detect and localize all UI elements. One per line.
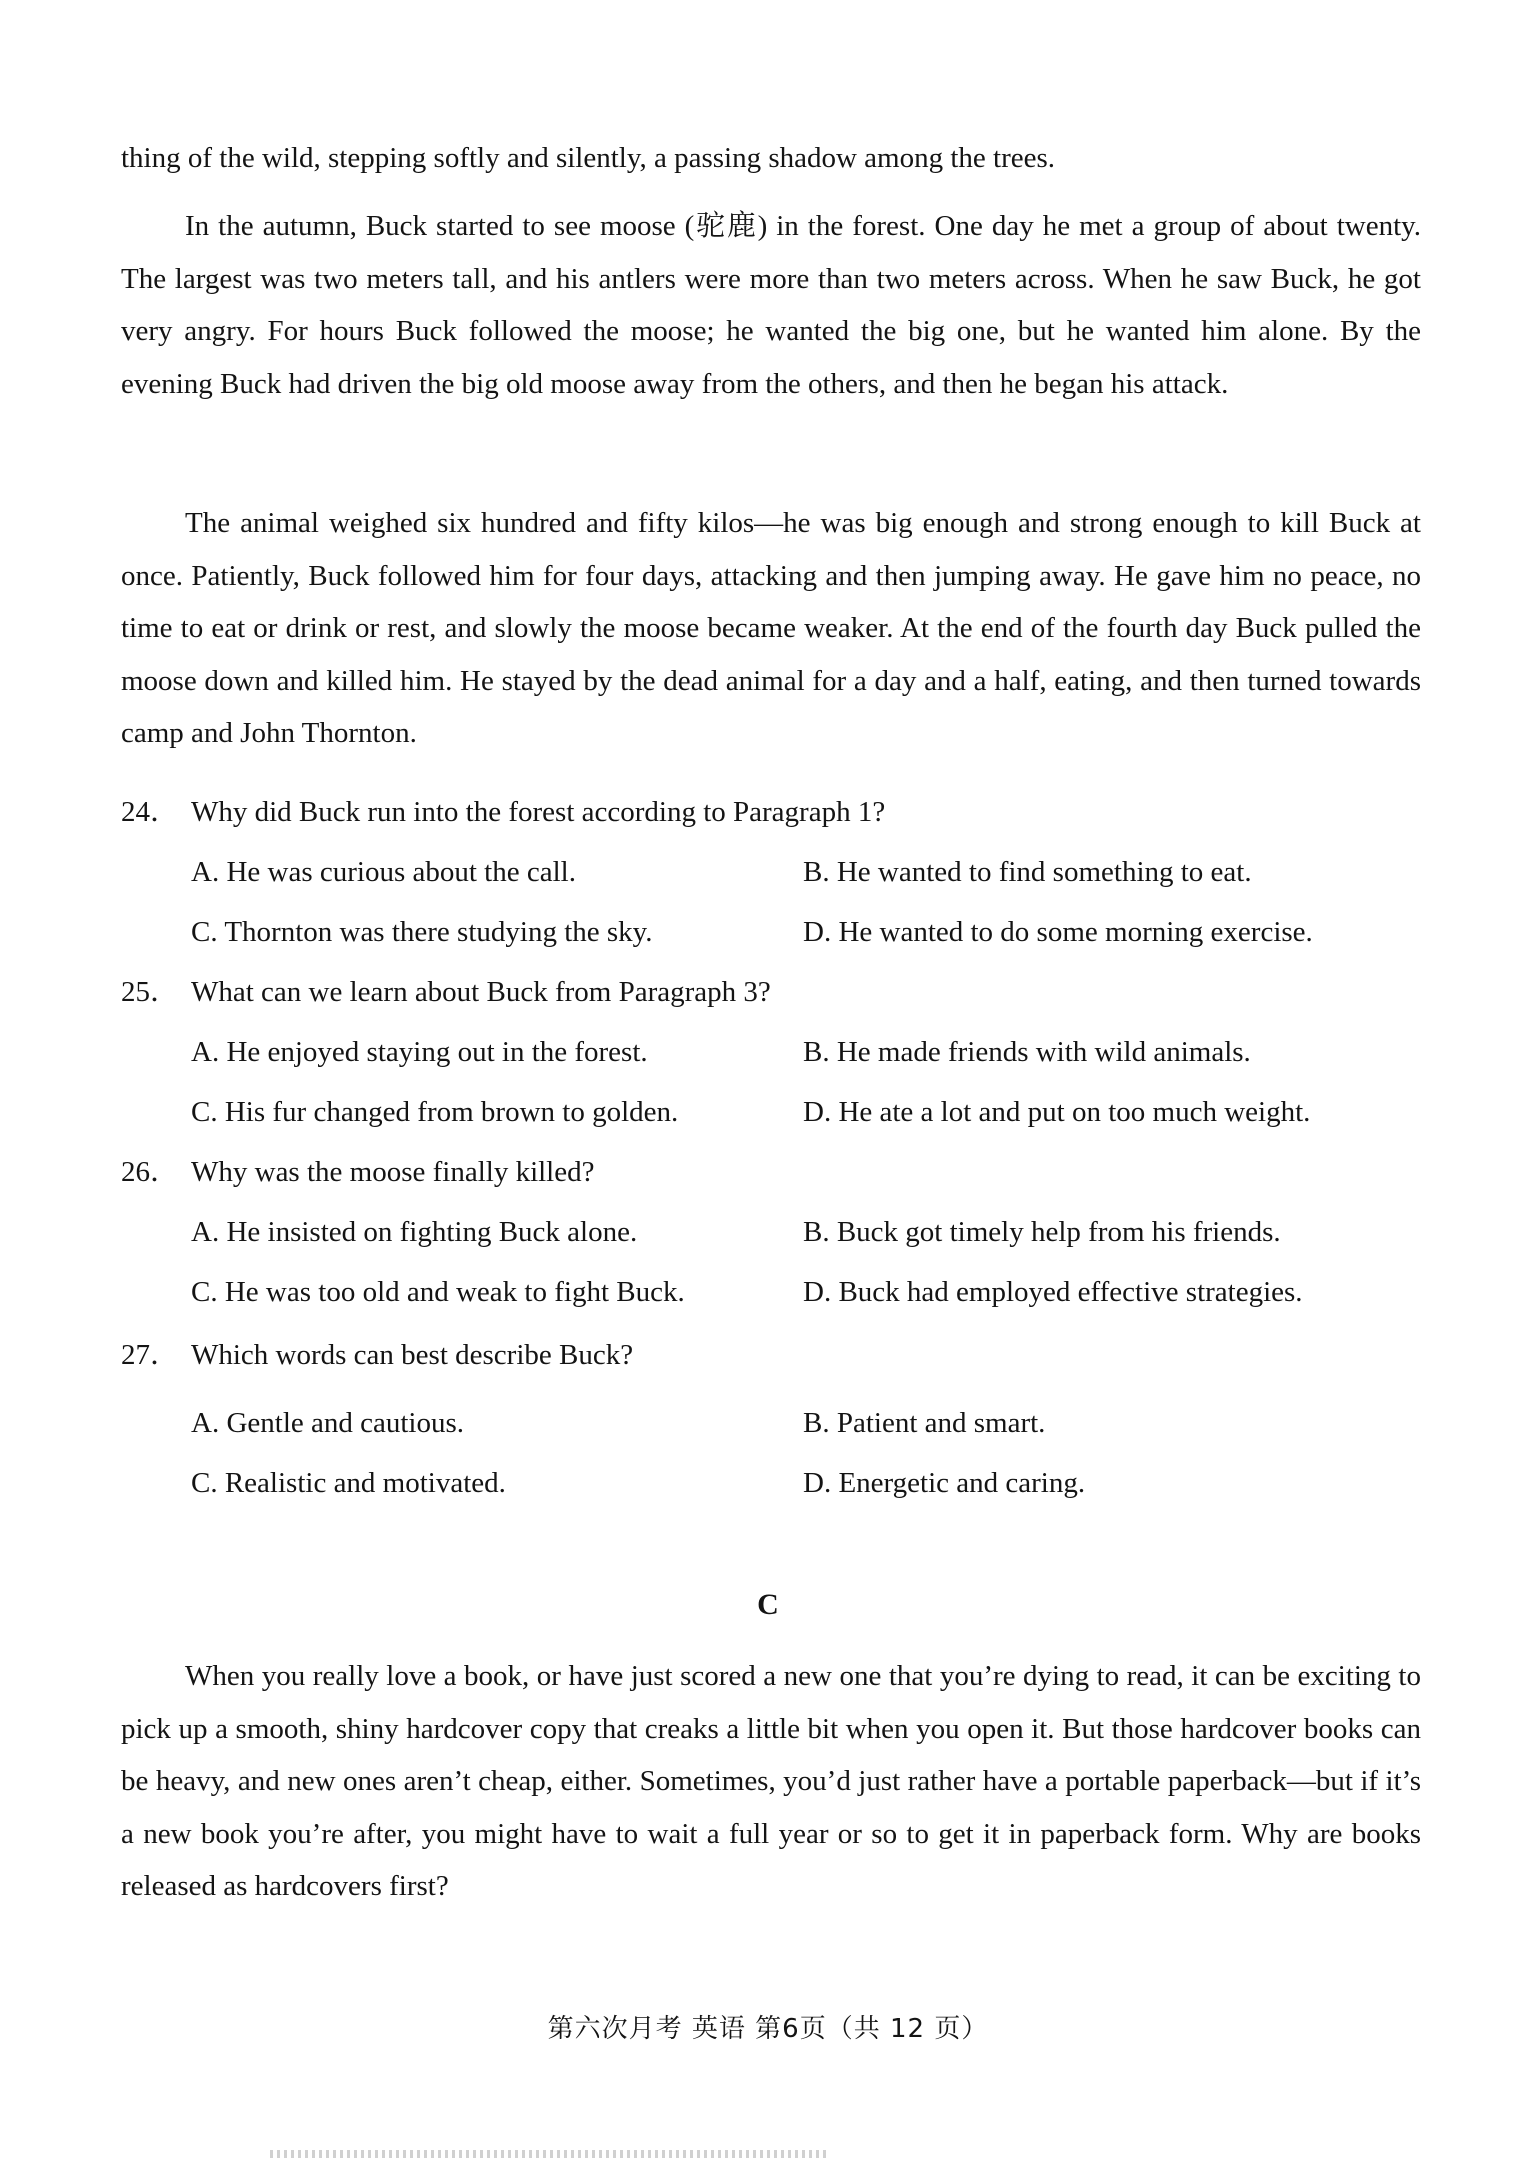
option-25-a: A. He enjoyed staying out in the forest. xyxy=(191,1036,648,1068)
option-24-a: A. He was curious about the call. xyxy=(191,856,576,888)
option-26-c: C. He was too old and weak to fight Buck. xyxy=(191,1276,685,1308)
question-26 xyxy=(121,1152,594,1192)
page-footer: 第六次月考 英语 第6页（共 12 页） xyxy=(547,2014,989,2044)
question-27 xyxy=(121,1335,633,1375)
question-24 xyxy=(121,792,885,832)
passage-paragraph-continued: thing of the wild, stepping softly and silently, a passing shadow among the trees. xyxy=(121,142,1056,174)
option-24-c: C. Thornton was there studying the sky. xyxy=(191,916,653,948)
option-27-d: D. Energetic and caring. xyxy=(803,1467,1086,1499)
option-24-d: D. He wanted to do some morning exercise. xyxy=(803,916,1313,948)
question-number: 27． xyxy=(121,1339,180,1371)
option-27-b: B. Patient and smart. xyxy=(803,1407,1046,1439)
option-27-a: A. Gentle and cautious. xyxy=(191,1407,465,1439)
option-26-d: D. Buck had employed effective strategies. xyxy=(803,1276,1303,1308)
question-stem: Which words can best describe Buck? xyxy=(191,1339,634,1371)
question-stem: Why did Buck run into the forest according to Paragraph 1? xyxy=(191,796,886,828)
option-26-a: A. He insisted on fighting Buck alone. xyxy=(191,1216,638,1248)
question-number: 25． xyxy=(121,976,180,1008)
option-25-b: B. He made friends with wild animals. xyxy=(803,1036,1251,1068)
scan-artifact xyxy=(270,2150,830,2158)
option-25-c: C. His fur changed from brown to golden. xyxy=(191,1096,679,1128)
passage-paragraph-autumn: In the autumn, Buck started to see moose (驼鹿) in the forest. One day he met a group of about twenty. The largest was two meters tall, and his antlers were more than two meters across. When he saw Buck, he got very angry. For hours Buck followed the moose; he wanted the big one, but he wanted him alone. By the evening Buck had driven the big old moose away from the others, and then he began his attack. xyxy=(121,210,1421,400)
passage-paragraph-animal: The animal weighed six hundred and fifty kilos—he was big enough and strong enough to kill Buck at once. Patiently, Buck followed him for four days, attacking and then jumping away. He gave him no peace, no time to eat or drink or rest, and slowly the moose became weaker. At the end of the fourth day Buck pulled the moose down and killed him. He stayed by the dead animal for a day and a half, eating, and then turned towards camp and John Thornton. xyxy=(121,507,1421,750)
question-25 xyxy=(121,972,771,1012)
option-25-d: D. He ate a lot and put on too much weight. xyxy=(803,1096,1311,1128)
question-stem: Why was the moose finally killed? xyxy=(191,1156,595,1188)
section-heading: C xyxy=(757,1588,779,1621)
question-stem: What can we learn about Buck from Paragraph 3? xyxy=(191,976,771,1008)
question-number: 26． xyxy=(121,1156,180,1188)
section-c-paragraph: When you really love a book, or have just scored a new one that you’re dying to read, it can be exciting to pick up a smooth, shiny hardcover copy that creaks a little bit when you open it. But those hardcover books can be heavy, and new ones aren’t cheap, either. Sometimes, you’d just rather have a portable paperback—but if it’s a new book you’re after, you might have to wait a full year or so to get it in paperback form. Why are books released as hardcovers first? xyxy=(121,1660,1421,1903)
option-27-c: C. Realistic and motivated. xyxy=(191,1467,506,1499)
question-number: 24． xyxy=(121,796,180,828)
option-26-b: B. Buck got timely help from his friends. xyxy=(803,1216,1281,1248)
option-24-b: B. He wanted to find something to eat. xyxy=(803,856,1252,888)
